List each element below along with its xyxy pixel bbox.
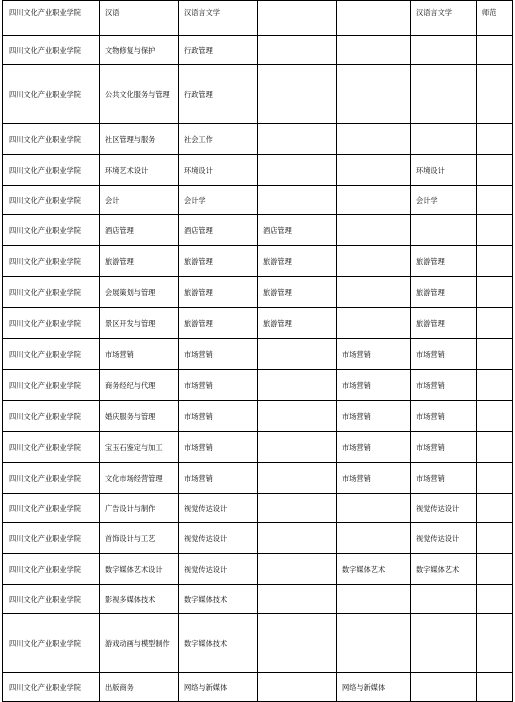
undergrad-major-cell-1: 市场营销 bbox=[179, 370, 258, 401]
undergrad-major-cell-4 bbox=[411, 215, 477, 246]
school-cell: 四川文化产业职业学院 bbox=[3, 215, 100, 246]
note-cell bbox=[477, 614, 513, 673]
school-cell: 四川文化产业职业学院 bbox=[3, 124, 100, 155]
undergrad-major-cell-1: 视觉传达设计 bbox=[179, 523, 258, 554]
undergrad-major-cell-3 bbox=[337, 1, 411, 36]
note-cell bbox=[477, 215, 513, 246]
vocational-major-cell: 游戏动画与模型制作 bbox=[100, 614, 179, 673]
vocational-major-cell: 景区开发与管理 bbox=[100, 308, 179, 339]
vocational-major-cell: 广告设计与制作 bbox=[100, 494, 179, 523]
table-row bbox=[3, 370, 513, 401]
undergrad-major-cell-1: 环境设计 bbox=[179, 155, 258, 186]
table-row bbox=[3, 155, 513, 186]
undergrad-major-cell-2 bbox=[258, 370, 337, 401]
undergrad-major-cell-2 bbox=[258, 65, 337, 124]
undergrad-major-cell-1: 汉语言文学 bbox=[179, 1, 258, 36]
school-cell: 四川文化产业职业学院 bbox=[3, 614, 100, 673]
school-cell: 四川文化产业职业学院 bbox=[3, 401, 100, 432]
undergrad-major-cell-1: 市场营销 bbox=[179, 463, 258, 494]
table-row bbox=[3, 339, 513, 370]
school-cell: 四川文化产业职业学院 bbox=[3, 246, 100, 277]
note-cell bbox=[477, 186, 513, 215]
note-cell bbox=[477, 523, 513, 554]
undergrad-major-cell-3: 市场营销 bbox=[337, 401, 411, 432]
undergrad-major-cell-3 bbox=[337, 614, 411, 673]
table-row bbox=[3, 614, 513, 673]
undergrad-major-cell-1: 行政管理 bbox=[179, 36, 258, 65]
table-row bbox=[3, 36, 513, 65]
undergrad-major-cell-3 bbox=[337, 65, 411, 124]
undergrad-major-cell-1: 市场营销 bbox=[179, 432, 258, 463]
vocational-major-cell: 首饰设计与工艺 bbox=[100, 523, 179, 554]
undergrad-major-cell-4: 旅游管理 bbox=[411, 246, 477, 277]
undergrad-major-cell-1: 市场营销 bbox=[179, 401, 258, 432]
note-cell bbox=[477, 246, 513, 277]
undergrad-major-cell-3: 市场营销 bbox=[337, 432, 411, 463]
undergrad-major-cell-1: 网络与新媒体 bbox=[179, 673, 258, 702]
note-cell bbox=[477, 554, 513, 585]
undergrad-major-cell-4: 汉语言文学 bbox=[411, 1, 477, 36]
note-cell bbox=[477, 673, 513, 702]
undergrad-major-cell-2 bbox=[258, 186, 337, 215]
major-mapping-table bbox=[2, 0, 513, 702]
table-row bbox=[3, 432, 513, 463]
school-cell: 四川文化产业职业学院 bbox=[3, 277, 100, 308]
undergrad-major-cell-2 bbox=[258, 554, 337, 585]
undergrad-major-cell-4: 视觉传达设计 bbox=[411, 523, 477, 554]
undergrad-major-cell-4 bbox=[411, 36, 477, 65]
undergrad-major-cell-2 bbox=[258, 523, 337, 554]
vocational-major-cell: 环境艺术设计 bbox=[100, 155, 179, 186]
vocational-major-cell: 婚庆服务与管理 bbox=[100, 401, 179, 432]
vocational-major-cell: 公共文化服务与管理 bbox=[100, 65, 179, 124]
note-cell: 师范 bbox=[477, 1, 513, 36]
undergrad-major-cell-3 bbox=[337, 215, 411, 246]
undergrad-major-cell-2: 酒店管理 bbox=[258, 215, 337, 246]
undergrad-major-cell-2 bbox=[258, 673, 337, 702]
undergrad-major-cell-3 bbox=[337, 36, 411, 65]
school-cell: 四川文化产业职业学院 bbox=[3, 186, 100, 215]
vocational-major-cell: 市场营销 bbox=[100, 339, 179, 370]
undergrad-major-cell-1: 旅游管理 bbox=[179, 246, 258, 277]
undergrad-major-cell-2 bbox=[258, 432, 337, 463]
note-cell bbox=[477, 308, 513, 339]
undergrad-major-cell-3: 市场营销 bbox=[337, 339, 411, 370]
note-cell bbox=[477, 494, 513, 523]
undergrad-major-cell-4 bbox=[411, 673, 477, 702]
undergrad-major-cell-4: 视觉传达设计 bbox=[411, 494, 477, 523]
undergrad-major-cell-1: 数字媒体技术 bbox=[179, 585, 258, 614]
undergrad-major-cell-4: 市场营销 bbox=[411, 339, 477, 370]
undergrad-major-cell-1: 视觉传达设计 bbox=[179, 554, 258, 585]
undergrad-major-cell-3 bbox=[337, 308, 411, 339]
undergrad-major-cell-1: 视觉传达设计 bbox=[179, 494, 258, 523]
vocational-major-cell: 旅游管理 bbox=[100, 246, 179, 277]
undergrad-major-cell-2 bbox=[258, 614, 337, 673]
undergrad-major-cell-3: 市场营销 bbox=[337, 463, 411, 494]
school-cell: 四川文化产业职业学院 bbox=[3, 36, 100, 65]
vocational-major-cell: 影视多媒体技术 bbox=[100, 585, 179, 614]
vocational-major-cell: 会展策划与管理 bbox=[100, 277, 179, 308]
table-row bbox=[3, 124, 513, 155]
undergrad-major-cell-3 bbox=[337, 277, 411, 308]
undergrad-major-cell-3: 市场营销 bbox=[337, 370, 411, 401]
table-row bbox=[3, 523, 513, 554]
undergrad-major-cell-1: 旅游管理 bbox=[179, 308, 258, 339]
undergrad-major-cell-2 bbox=[258, 401, 337, 432]
note-cell bbox=[477, 124, 513, 155]
undergrad-major-cell-4: 数字媒体艺术 bbox=[411, 554, 477, 585]
undergrad-major-cell-4: 市场营销 bbox=[411, 432, 477, 463]
undergrad-major-cell-4 bbox=[411, 585, 477, 614]
school-cell: 四川文化产业职业学院 bbox=[3, 494, 100, 523]
note-cell bbox=[477, 36, 513, 65]
undergrad-major-cell-3 bbox=[337, 494, 411, 523]
table-row bbox=[3, 308, 513, 339]
table-row bbox=[3, 494, 513, 523]
school-cell: 四川文化产业职业学院 bbox=[3, 370, 100, 401]
school-cell: 四川文化产业职业学院 bbox=[3, 308, 100, 339]
school-cell: 四川文化产业职业学院 bbox=[3, 1, 100, 36]
note-cell bbox=[477, 432, 513, 463]
school-cell: 四川文化产业职业学院 bbox=[3, 65, 100, 124]
undergrad-major-cell-1: 会计学 bbox=[179, 186, 258, 215]
vocational-major-cell: 社区管理与服务 bbox=[100, 124, 179, 155]
undergrad-major-cell-3 bbox=[337, 186, 411, 215]
undergrad-major-cell-2 bbox=[258, 585, 337, 614]
school-cell: 四川文化产业职业学院 bbox=[3, 554, 100, 585]
undergrad-major-cell-4: 旅游管理 bbox=[411, 277, 477, 308]
undergrad-major-cell-4 bbox=[411, 614, 477, 673]
undergrad-major-cell-3 bbox=[337, 246, 411, 277]
vocational-major-cell: 出版商务 bbox=[100, 673, 179, 702]
undergrad-major-cell-4: 市场营销 bbox=[411, 401, 477, 432]
note-cell bbox=[477, 65, 513, 124]
school-cell: 四川文化产业职业学院 bbox=[3, 432, 100, 463]
undergrad-major-cell-1: 市场营销 bbox=[179, 339, 258, 370]
school-cell: 四川文化产业职业学院 bbox=[3, 155, 100, 186]
school-cell: 四川文化产业职业学院 bbox=[3, 523, 100, 554]
undergrad-major-cell-2 bbox=[258, 124, 337, 155]
undergrad-major-cell-1: 行政管理 bbox=[179, 65, 258, 124]
table-row bbox=[3, 65, 513, 124]
note-cell bbox=[477, 401, 513, 432]
undergrad-major-cell-2 bbox=[258, 463, 337, 494]
school-cell: 四川文化产业职业学院 bbox=[3, 463, 100, 494]
undergrad-major-cell-2 bbox=[258, 36, 337, 65]
undergrad-major-cell-1: 旅游管理 bbox=[179, 277, 258, 308]
note-cell bbox=[477, 339, 513, 370]
note-cell bbox=[477, 277, 513, 308]
undergrad-major-cell-1: 酒店管理 bbox=[179, 215, 258, 246]
vocational-major-cell: 商务经纪与代理 bbox=[100, 370, 179, 401]
table-row bbox=[3, 186, 513, 215]
school-cell: 四川文化产业职业学院 bbox=[3, 673, 100, 702]
table-row bbox=[3, 215, 513, 246]
undergrad-major-cell-3: 数字媒体艺术 bbox=[337, 554, 411, 585]
undergrad-major-cell-4 bbox=[411, 65, 477, 124]
note-cell bbox=[477, 155, 513, 186]
undergrad-major-cell-4: 会计学 bbox=[411, 186, 477, 215]
table-row bbox=[3, 673, 513, 702]
undergrad-major-cell-4: 市场营销 bbox=[411, 370, 477, 401]
table-row bbox=[3, 246, 513, 277]
undergrad-major-cell-1: 社会工作 bbox=[179, 124, 258, 155]
vocational-major-cell: 汉语 bbox=[100, 1, 179, 36]
school-cell: 四川文化产业职业学院 bbox=[3, 585, 100, 614]
undergrad-major-cell-2 bbox=[258, 1, 337, 36]
undergrad-major-cell-3 bbox=[337, 585, 411, 614]
vocational-major-cell: 文物修复与保护 bbox=[100, 36, 179, 65]
undergrad-major-cell-3 bbox=[337, 124, 411, 155]
table-row bbox=[3, 1, 513, 36]
table-row bbox=[3, 585, 513, 614]
note-cell bbox=[477, 370, 513, 401]
note-cell bbox=[477, 585, 513, 614]
undergrad-major-cell-4: 旅游管理 bbox=[411, 308, 477, 339]
table-row bbox=[3, 401, 513, 432]
undergrad-major-cell-1: 数字媒体技术 bbox=[179, 614, 258, 673]
vocational-major-cell: 文化市场经营管理 bbox=[100, 463, 179, 494]
undergrad-major-cell-3 bbox=[337, 523, 411, 554]
undergrad-major-cell-2 bbox=[258, 339, 337, 370]
undergrad-major-cell-4: 环境设计 bbox=[411, 155, 477, 186]
undergrad-major-cell-3 bbox=[337, 155, 411, 186]
vocational-major-cell: 会计 bbox=[100, 186, 179, 215]
undergrad-major-cell-2 bbox=[258, 155, 337, 186]
undergrad-major-cell-2: 旅游管理 bbox=[258, 277, 337, 308]
undergrad-major-cell-2: 旅游管理 bbox=[258, 308, 337, 339]
undergrad-major-cell-2 bbox=[258, 494, 337, 523]
table-row bbox=[3, 463, 513, 494]
school-cell: 四川文化产业职业学院 bbox=[3, 339, 100, 370]
vocational-major-cell: 数字媒体艺术设计 bbox=[100, 554, 179, 585]
vocational-major-cell: 宝玉石鉴定与加工 bbox=[100, 432, 179, 463]
undergrad-major-cell-4 bbox=[411, 124, 477, 155]
table-row bbox=[3, 554, 513, 585]
note-cell bbox=[477, 463, 513, 494]
undergrad-major-cell-3: 网络与新媒体 bbox=[337, 673, 411, 702]
vocational-major-cell: 酒店管理 bbox=[100, 215, 179, 246]
undergrad-major-cell-4: 市场营销 bbox=[411, 463, 477, 494]
undergrad-major-cell-2: 旅游管理 bbox=[258, 246, 337, 277]
table-row bbox=[3, 277, 513, 308]
